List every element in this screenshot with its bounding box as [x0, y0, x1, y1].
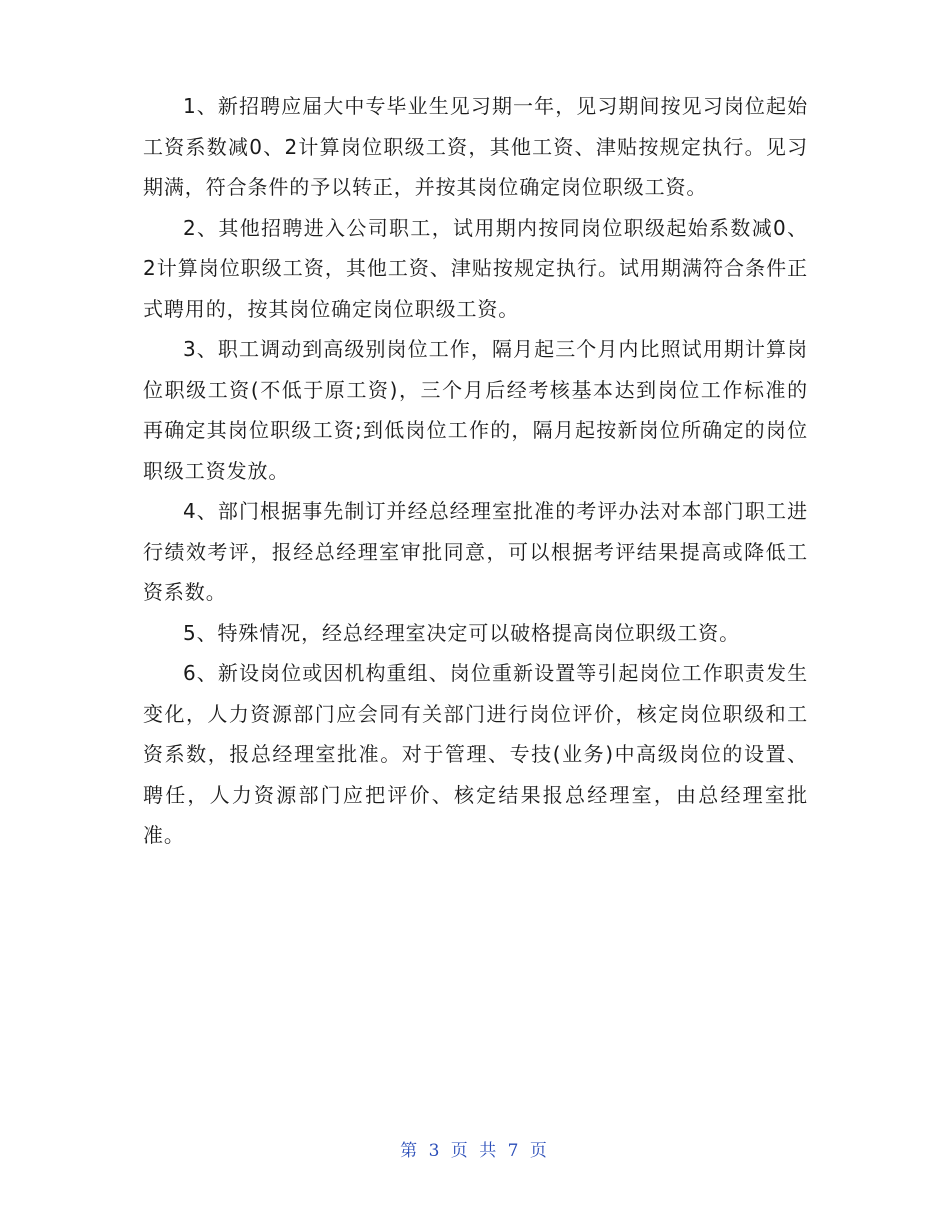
- document-body: [143, 86, 808, 856]
- paragraph-6: 6、新设岗位或因机构重组、岗位重新设置等引起岗位工作职责发生变化，人力资源部门应会同有关部门进行岗位评价，核定岗位职级和工资系数，报总经理室批准。对于管理、专技(业务)中高级岗位的设置、聘任，人力资源部门应把评价、核定结果报总经理室，由总经理室批准。: [143, 661, 808, 847]
- page-number: 第 3 页 共 7 页: [400, 1141, 550, 1161]
- paragraph-3: 3、职工调动到高级别岗位工作，隔月起三个月内比照试用期计算岗位职级工资(不低于原工资)，三个月后经考核基本达到岗位工作标准的再确定其岗位职级工资;到低岗位工作的，隔月起按新岗位所确定的岗位职级工资发放。: [143, 337, 808, 483]
- paragraph-4: 4、部门根据事先制订并经总经理室批准的考评办法对本部门职工进行绩效考评，报经总经理室审批同意，可以根据考评结果提高或降低工资系数。: [143, 499, 808, 604]
- paragraph-5: 5、特殊情况，经总经理室决定可以破格提高岗位职级工资。: [183, 620, 741, 645]
- paragraph-2: 2、其他招聘进入公司职工，试用期内按同岗位职级起始系数减0、2计算岗位职级工资，其他工资、津贴按规定执行。试用期满符合条件正式聘用的，按其岗位确定岗位职级工资。: [143, 215, 808, 321]
- paragraph-1: 1、新招聘应届大中专毕业生见习期一年，见习期间按见习岗位起始工资系数减0、2计算岗位职级工资，其他工资、津贴按规定执行。见习期满，符合条件的予以转正，并按其岗位确定岗位职级工资。: [143, 94, 808, 199]
